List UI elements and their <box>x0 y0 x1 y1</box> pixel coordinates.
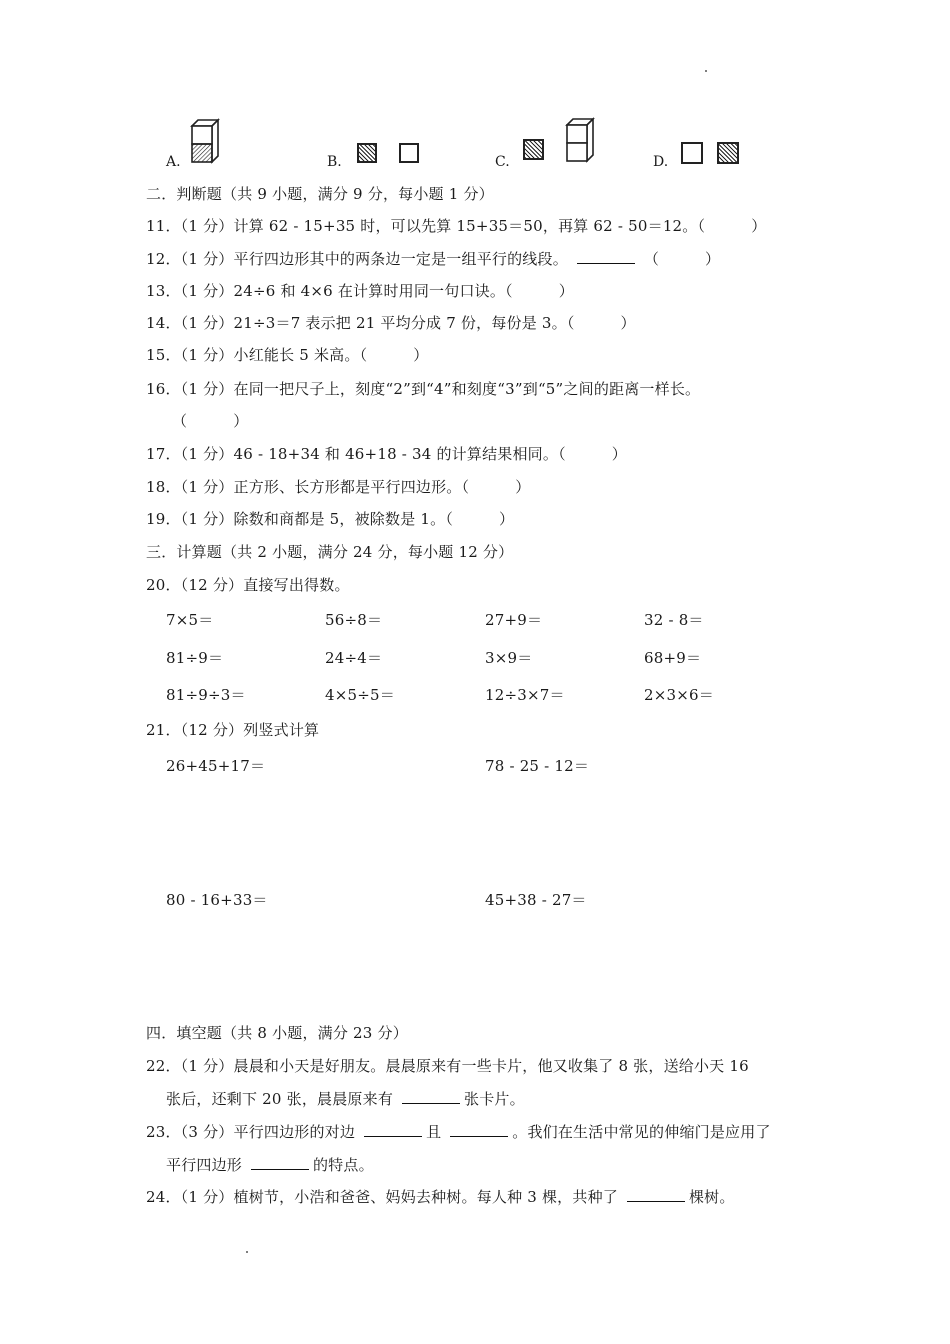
option-d-blank-square <box>681 142 703 164</box>
calc-item: 68+9＝ <box>644 649 702 667</box>
calc-item: 56÷8＝ <box>325 611 383 629</box>
vertical-calc-item: 80 - 16+33＝ <box>166 891 268 909</box>
answer-blank[interactable] <box>251 1155 309 1170</box>
calc-item: 12÷3×7＝ <box>485 686 565 704</box>
option-c-hatched-square <box>523 139 544 160</box>
option-d-hatched-square <box>717 142 739 164</box>
question-16-answer-paren: （ ） <box>172 412 249 430</box>
question-22: 22．（1 分）晨晨和小天是好朋友。晨晨原来有一些卡片，他又收集了 8 张，送给小天 16 <box>146 1057 749 1075</box>
answer-blank[interactable] <box>364 1122 422 1137</box>
question-14: 14．（1 分）21÷3＝7 表示把 21 平均分成 7 份，每份是 3。（ ） <box>146 314 636 332</box>
page-mark-top <box>705 70 707 72</box>
question-23: 23．（3 分）平行四边形的对边 且 。我们在生活中常见的伸缩门是应用了 <box>146 1123 771 1141</box>
question-20: 20．（12 分）直接写出得数。 <box>146 576 350 594</box>
question-17: 17．（1 分）46 - 18+34 和 46+18 - 34 的计算结果相同。（ ） <box>146 445 627 463</box>
option-b-hatched-square <box>357 143 377 163</box>
calc-item: 32 - 8＝ <box>644 611 704 629</box>
vertical-calc-item: 45+38 - 27＝ <box>485 891 587 909</box>
question-11: 11．（1 分）计算 62 - 15+35 时，可以先算 15+35＝50，再算 62 - 50＝12。（ ） <box>146 217 767 235</box>
question-24: 24．（1 分）植树节，小浩和爸爸、妈妈去种树。每人种 3 棵，共种了 棵树。 <box>146 1188 735 1206</box>
question-23-line-2: 平行四边形 的特点。 <box>166 1156 374 1174</box>
calc-item: 4×5÷5＝ <box>325 686 395 704</box>
section-3-title: 三．计算题（共 2 小题，满分 24 分，每小题 12 分） <box>146 543 514 561</box>
vertical-calc-item: 78 - 25 - 12＝ <box>485 757 590 775</box>
calc-item: 2×3×6＝ <box>644 686 714 704</box>
section-4-title: 四．填空题（共 8 小题，满分 23 分） <box>146 1024 408 1042</box>
option-c-label: C. <box>495 154 510 170</box>
question-18: 18．（1 分）正方形、长方形都是平行四边形。（ ） <box>146 478 531 496</box>
question-12: 12．（1 分）平行四边形其中的两条边一定是一组平行的线段。 （ ） <box>146 250 721 268</box>
answer-blank[interactable] <box>402 1089 460 1104</box>
option-b-blank-square <box>399 143 419 163</box>
calc-item: 81÷9＝ <box>166 649 224 667</box>
calc-item: 81÷9÷3＝ <box>166 686 246 704</box>
stacked-cube-icon <box>190 118 222 166</box>
answer-blank[interactable] <box>627 1187 685 1202</box>
question-16: 16．（1 分）在同一把尺子上，刻度“2”到“4”和刻度“3”到“5”之间的距离一样长。 <box>146 380 701 398</box>
calc-item: 24÷4＝ <box>325 649 383 667</box>
option-b-label: B. <box>327 154 342 170</box>
option-a-label: A. <box>166 154 181 170</box>
question-21: 21．（12 分）列竖式计算 <box>146 721 320 739</box>
section-2-title: 二．判断题（共 9 小题，满分 9 分，每小题 1 分） <box>146 185 494 203</box>
question-19: 19．（1 分）除数和商都是 5，被除数是 1。（ ） <box>146 510 515 528</box>
answer-blank[interactable] <box>450 1122 508 1137</box>
question-13: 13．（1 分）24÷6 和 4×6 在计算时用同一句口诀。（ ） <box>146 282 574 300</box>
calc-item: 7×5＝ <box>166 611 214 629</box>
question-15: 15．（1 分）小红能长 5 米高。（ ） <box>146 346 429 364</box>
question-22-line-2: 张后，还剩下 20 张，晨晨原来有 张卡片。 <box>166 1090 525 1108</box>
calc-item: 27+9＝ <box>485 611 543 629</box>
option-d-label: D. <box>653 154 669 170</box>
stacked-cube-icon <box>565 117 597 165</box>
page-mark-bottom <box>246 1251 248 1253</box>
calc-item: 3×9＝ <box>485 649 533 667</box>
answer-blank[interactable] <box>577 249 635 264</box>
vertical-calc-item: 26+45+17＝ <box>166 757 266 775</box>
